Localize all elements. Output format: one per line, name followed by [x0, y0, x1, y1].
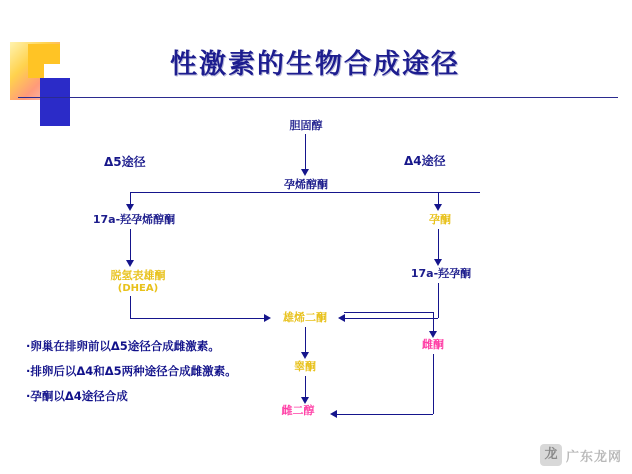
connector-dhea-to-androstenedione — [130, 318, 266, 319]
node-estrone: 雌酮 — [422, 338, 444, 351]
arrowhead-bus-left-drop — [126, 204, 134, 211]
watermark-logo-icon: 龙 — [540, 444, 562, 466]
node-pregnenolone: 孕烯醇酮 — [284, 178, 328, 191]
node-17a-hydroxypregnenolone: 17a-羟孕烯醇酮 — [92, 213, 176, 226]
arrowhead-bus-right-drop — [434, 204, 442, 211]
title-divider — [18, 97, 618, 98]
arrowhead-androstenedione-testosterone — [301, 352, 309, 359]
arrowhead-progesterone-hydroxyprogesterone — [434, 259, 442, 266]
arrowhead-dhea-androstenedione — [264, 314, 271, 322]
node-dhea — [100, 269, 176, 295]
page-title: 性激素的生物合成途径 — [170, 49, 460, 80]
connector-hydroxypregnenolone-dhea — [130, 229, 131, 261]
node-androstenedione: 雄烯二酮 — [283, 311, 327, 324]
arrowhead-androstenedione-estrone — [429, 331, 437, 338]
connector-hydroxyprogesterone-down — [438, 283, 439, 318]
node-progesterone: 孕酮 — [429, 213, 451, 226]
watermark — [540, 444, 622, 466]
connector-dhea-down — [130, 296, 131, 318]
connector-androstenedione-to-estrone-h — [344, 312, 434, 313]
node-dhea-label: 脱氢表雄酮 — [110, 269, 166, 282]
arrowhead-testosterone-estradiol — [301, 397, 309, 404]
node-dhea-abbr: (DHEA) — [117, 283, 159, 294]
watermark-text: 广东龙网 — [565, 449, 622, 465]
connector-estrone-to-estradiol — [336, 414, 433, 415]
notes-block — [26, 336, 241, 411]
node-testosterone: 睾酮 — [294, 360, 316, 373]
connector-progesterone-hydroxyprogesterone — [438, 229, 439, 261]
node-cholesterol: 胆固醇 — [289, 119, 323, 132]
node-17a-hydroxyprogesterone: 17a-羟孕酮 — [410, 267, 472, 280]
connector-androstenedione-testosterone — [305, 327, 306, 354]
node-estradiol: 雌二醇 — [281, 404, 315, 417]
note-item-2: ·排卵后以Δ4和Δ5两种途径合成雌激素。 — [26, 364, 237, 378]
note-item-3: ·孕酮以Δ4途径合成 — [26, 389, 128, 403]
note-item-1: ·卵巢在排卵前以Δ5途径合成雌激素。 — [26, 339, 220, 353]
arrowhead-hydroxypregnenolone-dhea — [126, 260, 134, 267]
decoration-blue-square — [40, 78, 70, 126]
connector-cholesterol-pregnenolone — [305, 134, 306, 170]
connector-hydroxyprogesterone-to-androstenedione — [344, 318, 438, 319]
connector-estrone-down — [433, 354, 434, 414]
label-delta5-pathway: Δ5途径 — [104, 155, 146, 169]
connector-pregnenolone-bus — [130, 192, 480, 193]
arrowhead-cholesterol-pregnenolone — [301, 169, 309, 176]
arrowhead-hydroxyprogesterone-androstenedione — [338, 314, 345, 322]
arrowhead-estrone-estradiol — [330, 410, 337, 418]
label-delta4-pathway: Δ4途径 — [404, 154, 446, 168]
